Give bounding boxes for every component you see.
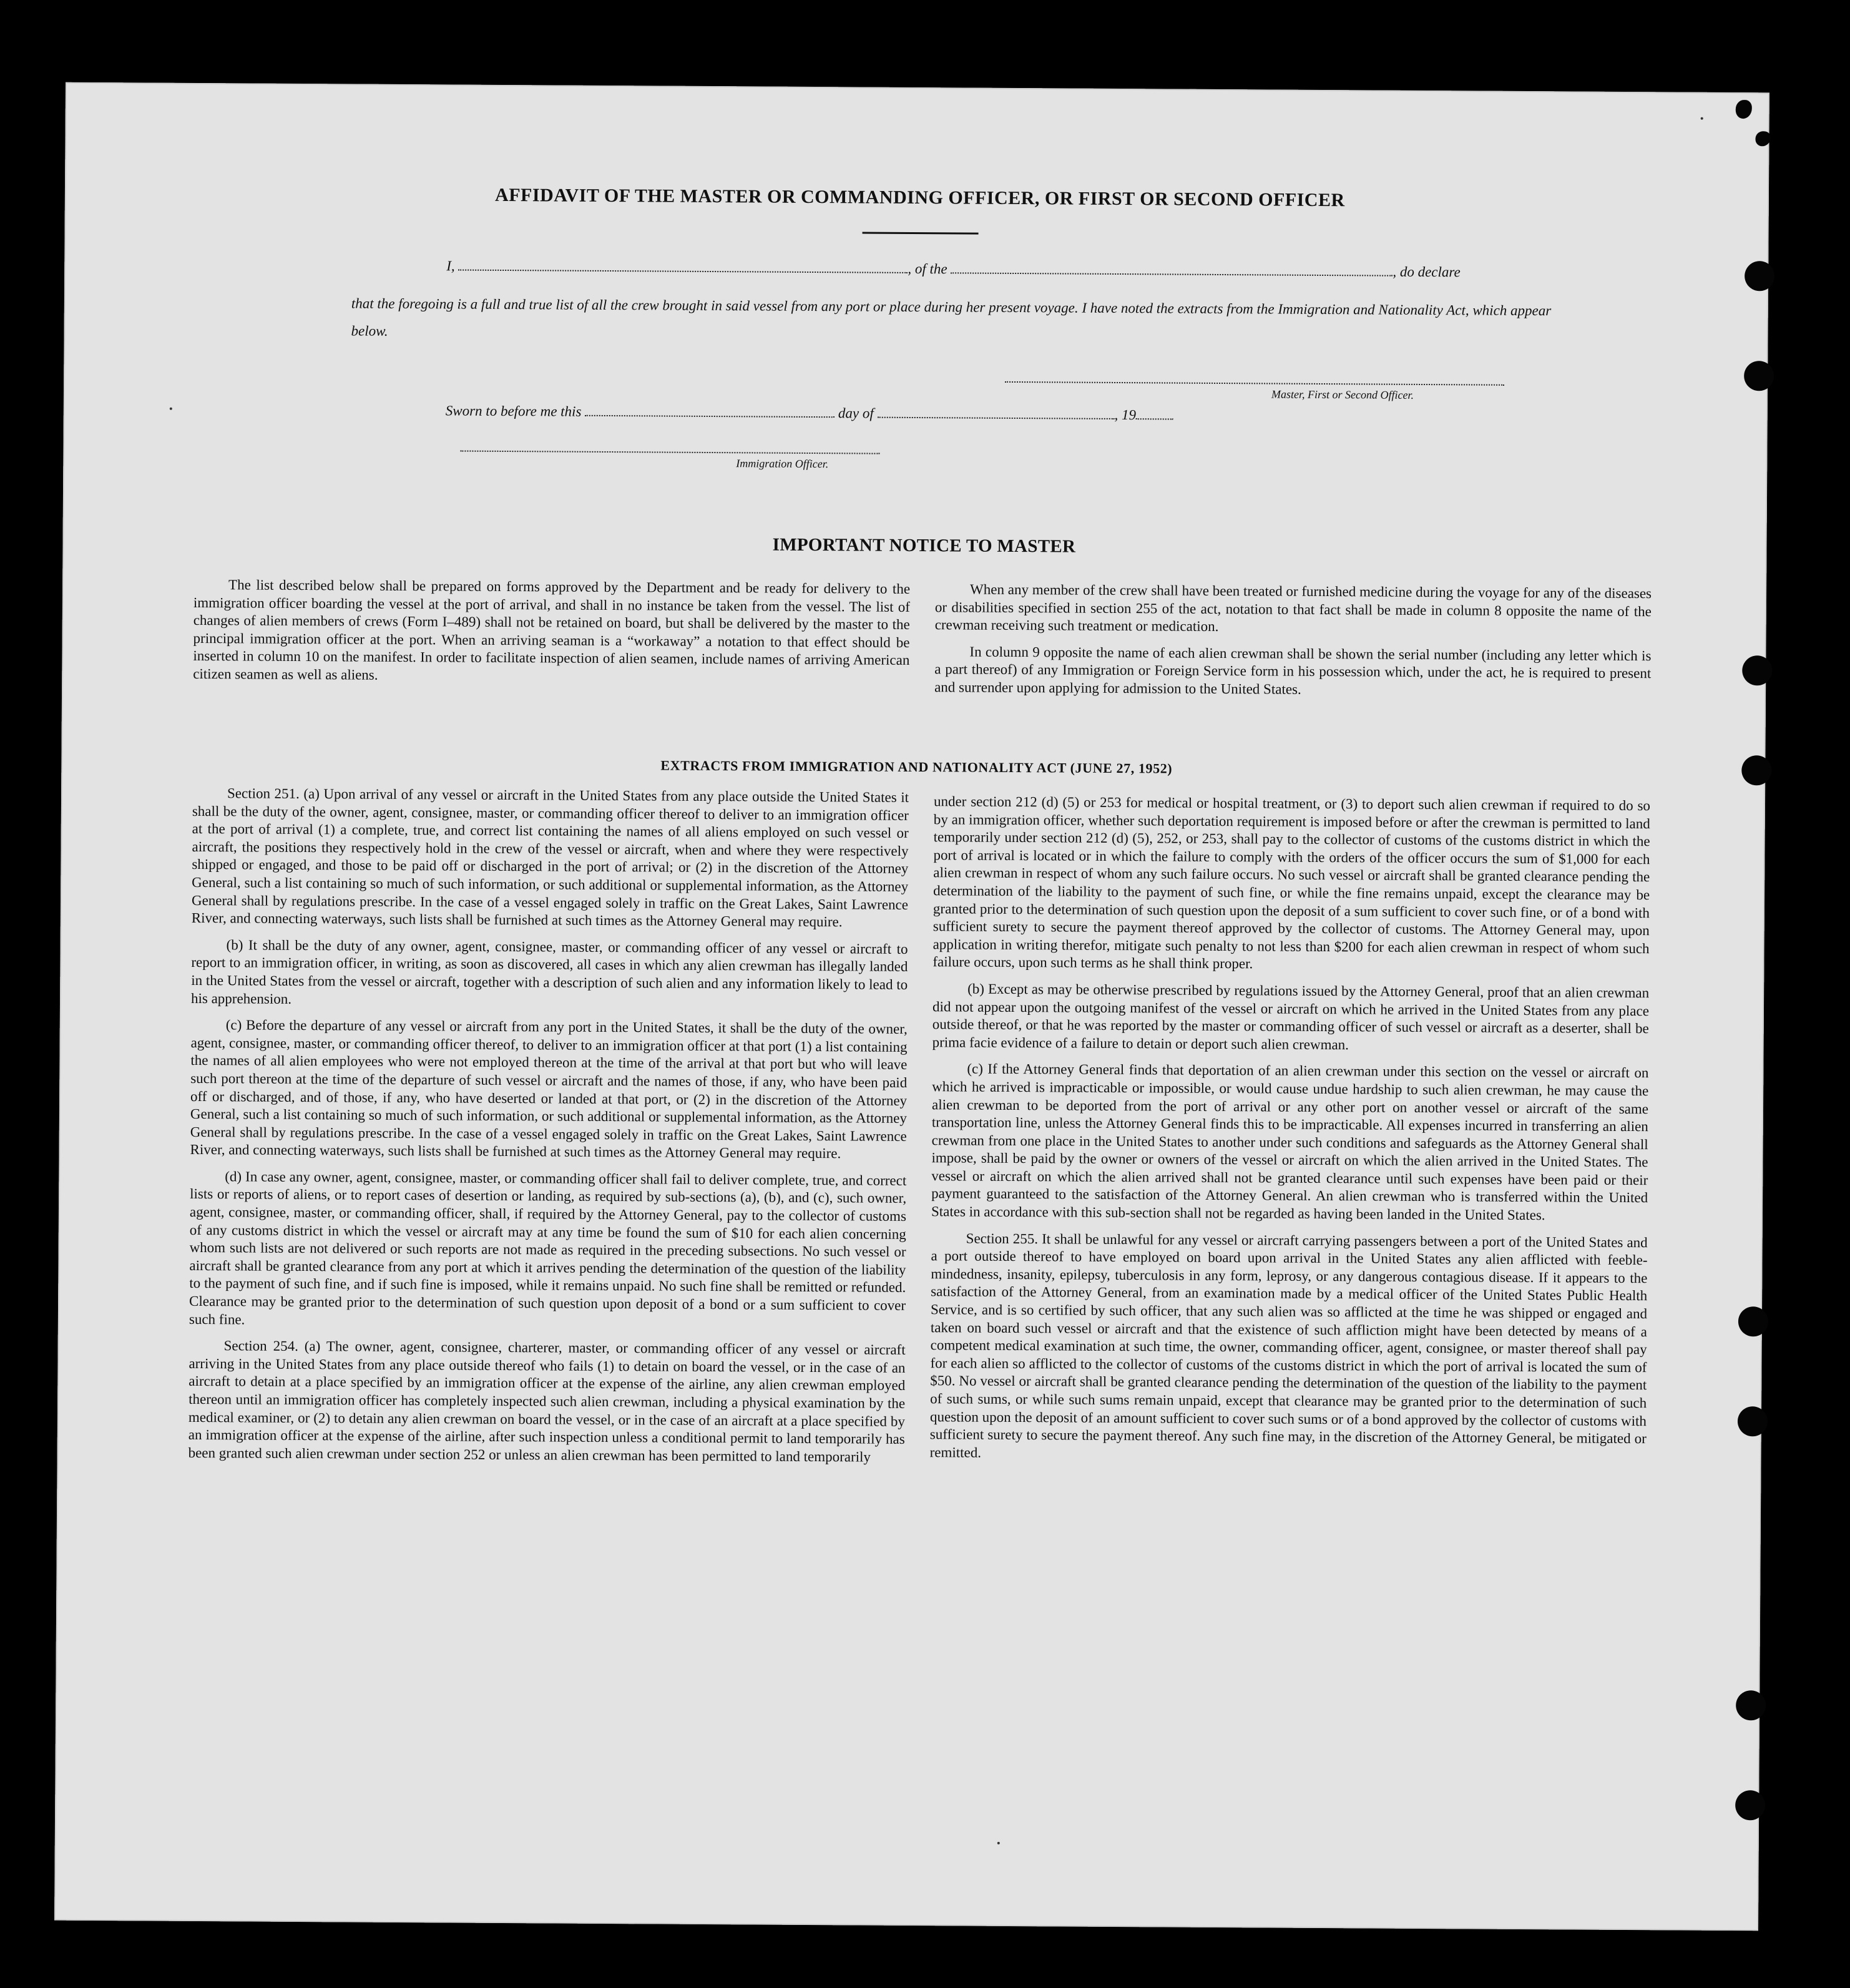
sworn-year: , 19 [1114, 406, 1137, 423]
affidavit-title: AFFIDAVIT OF THE MASTER OR COMMANDING OFFICER, OR FIRST OR SECOND OFFICER [495, 184, 1345, 211]
section-251-b: (b) It shall be the duty of any owner, agent, consignee, master, or commanding officer of any vessel or aircraft to report to an immigration officer, in writing, as soon as discovered, all cases in which any alien crewman has illegally landed in the United States from the vessel or aircraft, together with a description of such alien and any information likely to lead to his apprehension. [190, 937, 908, 1007]
immigration-officer-signature-line[interactable] [460, 451, 879, 454]
binder-hole-6 [1738, 1406, 1768, 1436]
scan-speck [170, 408, 172, 410]
section-254-a: Section 254. (a) The owner, agent, consignee, charterer, master, or commanding officer of any vessel or aircraft arriving in the United States from any place outside thereof who fails (1) to detain on board the vessel, or in the case of an aircraft to detain at a place specified by an immigration officer at the expense of the airline, any alien crewman employed thereon until an immigration officer has completely inspected such alien crewman, including a physical examination by the medical examiner, or (2) to detain any alien crewman on board the vessel, or in the case of an aircraft at a place specified by an immigration officer at the expense of the airline, after such inspection unless a conditional permit to land temporarily has been granted such alien crewman under section 252 or unless an alien crewman has been permitted to land temporarily [188, 1338, 906, 1465]
scan-speck [997, 1842, 1000, 1844]
master-signature-line[interactable] [1005, 381, 1504, 386]
extracts-right-column [929, 793, 1650, 1474]
torn-corner-mark [1736, 100, 1752, 119]
section-251-d: (d) In case any owner, agent, consignee, master, or commanding officer shall fail to deliver complete, true, and correct lists or reports of aliens, or to report cases of desertion or landing, as required by sub-sections (a), (b), and (c), such owner, agent, consignee, master, or commanding officer, shall, if required by the Attorney General, pay to the collector of customs of any customs district in which the vessel or aircraft may at any time be found the sum of $10 for each alien concerning whom such lists are not delivered or such reports are not made as required in the preceding subsections. No such vessel or aircraft shall be granted clearance from any port at which it arrives pending the determination of the question of the liability to the payment of such fine, and if such fine is imposed, while it remains unpaid. No such fine shall be remitted or refunded. Clearance may be granted prior to the determination of such question upon deposit of a bond or a sum sufficient to cover such fine. [188, 1168, 907, 1328]
extracts-left-column [188, 785, 909, 1475]
binder-hole-8 [1735, 1790, 1765, 1820]
sworn-year-field[interactable] [1136, 418, 1173, 419]
notice-left-paragraph: The list described below shall be prepared on forms approved by the Department and be ready for delivery to the immigration officer boarding the vessel at the port of arrival, and shall in no instance be taken from the vessel. The list of changes of alien members of crews (Form I–489) shall not be retained on board, but shall be delivered by the master to the principal immigration officer at the port. When an arriving seaman is a “workaway” a notation to that effect should be inserted in column 10 on the manifest. In order to facilitate inspection of alien seamen, include names of arriving American citizen seamen as well as aliens. [193, 577, 911, 683]
section-251-c: (c) Before the departure of any vessel or aircraft from any port in the United States, it shall be the duty of the owner, agent, consignee, master, or commanding officer thereof, to deliver to an immigration officer at that port (1) a list containing the names of all alien employees who were not employed thereon at the time of the arrival at that port but who will leave such port thereon at the time of the departure of such vessel or aircraft and the names of those, if any, who have been paid off or discharged, and of those, if any, who have deserted or landed at that port, or (2) in the discretion of the Attorney General, such a list containing so much of such information, or such additional or supplemental information, as the Attorney General shall by regulations prescribe. In the case of a vessel engaged solely in traffic on the Great Lakes, Saint Lawrence River, and connecting waterways, such lists shall be furnished at such times as the Attorney General may require. [190, 1017, 908, 1162]
document-page [54, 82, 1769, 1931]
binder-hole-7 [1736, 1690, 1766, 1720]
declare-of-the: , of the [908, 260, 947, 277]
extracts-title: EXTRACTS FROM IMMIGRATION AND NATIONALITY ACT (JUNE 27, 1952) [660, 757, 1173, 776]
binder-hole-5 [1738, 1306, 1768, 1336]
scan-speck [1701, 117, 1703, 120]
section-254-c: (c) If the Attorney General finds that deportation of an alien crewman under this section on the vessel or aircraft on which he arrived is impracticable or impossible, or would cause undue hardship to such alien crewman, he may cause the alien crewman to be deported from the port of arrival or any other port on another vessel or aircraft of the same transportation line, unless the Attorney General finds this to be impracticable. All expenses incurred in transferring an alien crewman from one place in the United States to another under such conditions and safeguards as the Attorney General shall impose, shall be paid by the owner or owners of the vessel or aircraft on which the alien arrived in the United States. The vessel or aircraft on which the alien arrived shall not be granted clearance until such expenses have been paid or their payment guaranteed to the satisfaction of the Attorney General. An alien crewman who is transferred within the United States in accordance with this sub-section shall not be regarded as having been landed in the United States. [931, 1060, 1649, 1223]
notice-right-column [934, 580, 1652, 710]
declare-suffix: , do declare [1392, 263, 1461, 280]
declaration-line [446, 258, 1461, 280]
sworn-prefix: Sworn to before me this [445, 403, 582, 419]
section-254-b: (b) Except as may be otherwise prescribed by regulations issued by the Attorney General, proof that an alien crewman did not appear upon the outgoing manifest of the vessel or aircraft on which he arrived in the United States from any place outside thereof, or that he was reported by the master or commanding officer of such vessel or aircraft as a deserter, shall be prima facie evidence of a failure to detain or deport such alien crewman. [932, 981, 1650, 1052]
notice-right-paragraph-1: When any member of the crew shall have been treated or furnished medicine during the voyage for any of the diseases or disabilities specified in section 255 of the act, notation to that fact shall be made in column 8 opposite the name of the crewman receiving such treatment or medication. [934, 581, 1652, 635]
sworn-line [446, 403, 1173, 423]
sworn-day-of: day of [838, 405, 874, 421]
binder-hole-2 [1744, 361, 1774, 391]
binder-hole-4 [1741, 755, 1771, 785]
immigration-officer-caption: Immigration Officer. [736, 457, 829, 471]
notice-title: IMPORTANT NOTICE TO MASTER [772, 534, 1076, 557]
section-251-a: Section 251. (a) Upon arrival of any vessel or aircraft in the United States from any place outside the United States it shall be the duty of the owner, agent, consignee, master, or commanding officer thereof to deliver to an immigration officer at the port of arrival (1) a complete, true, and correct list containing the names of all aliens employed on such vessel or aircraft, the positions they respectively hold in the crew of the vessel or aircraft, when and where they were respectively shipped or engaged, and those to be paid off or discharged in the port of arrival; or (2) in the discretion of the Attorney General, such a list containing so much of such information, or such additional or supplemental information, as the Attorney General shall by regulations prescribe. In the case of a vessel engaged solely in traffic on the Great Lakes, Saint Lawrence River, and connecting waterways, such lists shall be furnished at such times as the Attorney General may require. [191, 785, 909, 930]
master-caption: Master, First or Second Officer. [1271, 388, 1414, 401]
notice-left-column [193, 576, 910, 697]
sworn-month-field[interactable] [878, 416, 1115, 419]
notice-right-paragraph-2: In column 9 opposite the name of each alien crewman shall be shown the serial number (including any letter which is a part thereof) of any Immigration or Foreign Service form in his possession which, under the act, he is required to present and surrender upon applying for admission to the United States. [934, 644, 1652, 697]
declarant-name-field[interactable] [458, 269, 908, 273]
title-underline [863, 232, 979, 234]
section-254-a-continued: under section 212 (d) (5) or 253 for medical or hospital treatment, or (3) to deport such alien crewman if required to do so by an immigration officer, whether such deportation requirement is imposed before or after the crewman is permitted to land temporarily under section 212 (d) (5), 252, or 253, shall pay to the collector of customs of the customs district in which the port of arrival is located or in which the failure to comply with the orders of the officer occurs the sum of $1,000 for each alien crewman in respect of whom any such failure occurs. No such vessel or aircraft shall be granted clearance pending the determination of the liability to the payment of such fine, or while the fine remains unpaid, except the clearance may be granted prior to the determination of such question upon the deposit of a sum sufficient to cover such fine, or of a bond with sufficient surety to secure the payment thereof approved by the collector of customs. The Attorney General may, upon application in writing therefor, mitigate such penalty to not less than $200 for each alien crewman in respect of whom such failure occurs, upon such terms as he shall think proper. [932, 793, 1651, 972]
binder-hole-3 [1742, 655, 1772, 685]
declare-prefix: I, [446, 258, 455, 274]
torn-corner-mark-2 [1755, 131, 1770, 146]
sworn-day-field[interactable] [585, 414, 834, 418]
binder-hole-1 [1745, 261, 1774, 291]
declaration-text: that the foregoing is a full and true list of all the crew brought in said vessel from any port or place during her present voyage. I have noted the extracts from the Immigration and Nationality Act, which appear below. [351, 295, 1552, 339]
vessel-name-field[interactable] [951, 272, 1392, 276]
section-255: Section 255. It shall be unlawful for any vessel or aircraft carrying passengers between a port of the United States and a port outside thereof to have employed on board upon arrival in the United States any alien afflicted with feeble-mindedness, insanity, epilepsy, tuberculosis in any form, leprosy, or any dangerous contagious disease. If it appears to the satisfaction of the Attorney General, from an examination made by a medical officer of the United States Public Health Service, and is so certified by such officer, that any such alien was so afflicted at the time he was shipped or engaged and taken on board such vessel or aircraft and that the existence of such affliction might have been detected by means of a competent medical examination at such time, the owner, commanding officer, agent, consignee, or master thereof shall pay for each alien so afflicted to the collector of customs of the customs district in which the port of arrival is located the sum of $50. No vessel or aircraft shall be granted clearance pending the determination of the question of the liability to the payment of such sums, or while such sums remain unpaid, except that clearance may be granted prior to the determination of such question upon the deposit of an amount sufficient to cover such sums or of a bond approved by the collector of customs with sufficient surety to secure the payment thereof. Any such fine may, in the discretion of the Attorney General, be mitigated or remitted. [929, 1230, 1648, 1461]
